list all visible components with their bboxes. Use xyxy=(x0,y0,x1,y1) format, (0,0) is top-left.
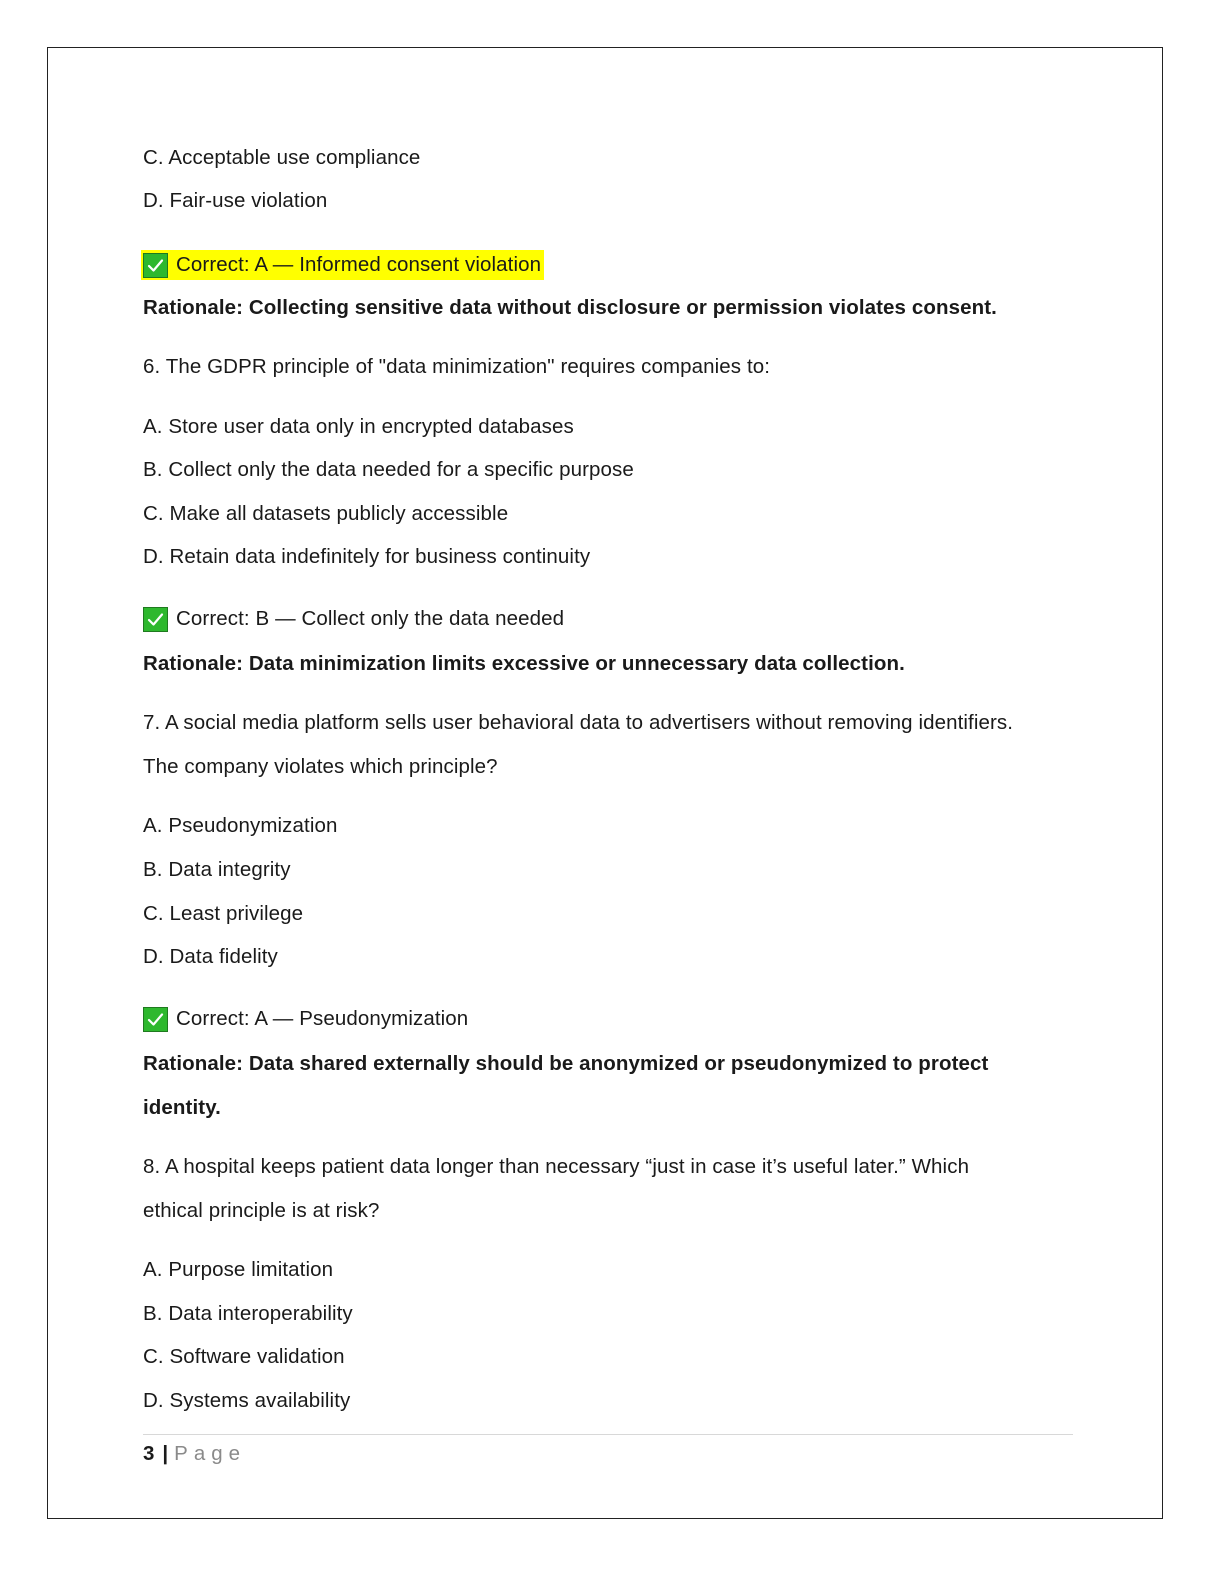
page-number: 3 xyxy=(143,1442,155,1465)
check-mark-icon xyxy=(143,1007,168,1032)
question-7-text-line-1: 7. A social media platform sells user behavioral data to advertisers without removing identifiers. xyxy=(143,711,1014,734)
question-5-answer xyxy=(143,250,544,280)
question-7-option-b: B. Data integrity xyxy=(143,858,291,881)
check-mark-icon xyxy=(143,253,168,278)
question-7-text-line-2: The company violates which principle? xyxy=(143,755,498,778)
question-5-rationale: Rationale: Collecting sensitive data without disclosure or permission violates consent. xyxy=(143,296,997,319)
question-7-rationale-line-2: identity. xyxy=(143,1096,221,1119)
footer-separator: | xyxy=(162,1442,169,1465)
question-6-option-b: B. Collect only the data needed for a specific purpose xyxy=(143,458,634,481)
question-8-text-line-1: 8. A hospital keeps patient data longer than necessary “just in case it’s useful later.” Which xyxy=(143,1155,970,1178)
answer-text: Correct: A — Pseudonymization xyxy=(176,1007,469,1030)
question-8-option-a: A. Purpose limitation xyxy=(143,1258,334,1281)
question-6-option-c: C. Make all datasets publicly accessible xyxy=(143,502,509,525)
check-mark-icon xyxy=(143,607,168,632)
question-7-option-c: C. Least privilege xyxy=(143,902,304,925)
question-7-option-a: A. Pseudonymization xyxy=(143,814,338,837)
question-5-option-c: C. Acceptable use compliance xyxy=(143,146,421,169)
page-label: Page xyxy=(174,1442,247,1465)
question-6-option-d: D. Retain data indefinitely for business continuity xyxy=(143,545,591,568)
question-6-answer xyxy=(143,606,564,632)
page-footer xyxy=(143,1441,246,1467)
answer-highlight xyxy=(141,250,544,280)
question-7-rationale-line-1: Rationale: Data shared externally should be anonymized or pseudonymized to protect xyxy=(143,1052,989,1075)
question-8-text-line-2: ethical principle is at risk? xyxy=(143,1199,380,1222)
question-6-option-a: A. Store user data only in encrypted databases xyxy=(143,415,574,438)
question-6-text: 6. The GDPR principle of "data minimization" requires companies to: xyxy=(143,355,771,378)
answer-text: Correct: B — Collect only the data needed xyxy=(176,607,565,630)
question-6-rationale: Rationale: Data minimization limits excessive or unnecessary data collection. xyxy=(143,652,905,675)
question-7-option-d: D. Data fidelity xyxy=(143,945,278,968)
footer-divider xyxy=(143,1434,1073,1435)
answer-text: Correct: A — Informed consent violation xyxy=(176,253,542,276)
question-8-option-c: C. Software validation xyxy=(143,1345,345,1368)
question-7-answer xyxy=(143,1006,468,1032)
question-5-option-d: D. Fair-use violation xyxy=(143,189,328,212)
question-8-option-b: B. Data interoperability xyxy=(143,1302,353,1325)
question-8-option-d: D. Systems availability xyxy=(143,1389,351,1412)
